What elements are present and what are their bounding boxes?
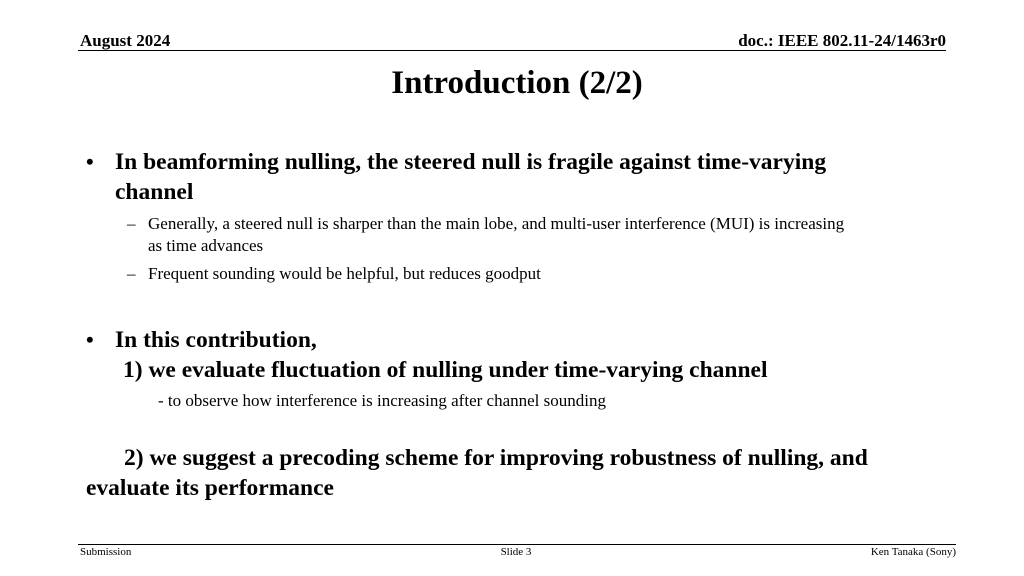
bullet-2-item-1: 1) we evaluate fluctuation of nulling under time-varying channel [123,357,768,383]
bullet-1-line-1: In beamforming nulling, the steered null is fragile against time-varying [115,149,827,175]
sub-bullet-2-line-1: Frequent sounding would be helpful, but reduces goodput [148,264,541,283]
sub-bullet-marker: – [127,264,136,283]
bullet-1-line-2: channel [115,179,194,205]
bullet-2-line-1: In this contribution, [115,327,317,353]
footer-divider [78,544,956,545]
footer-submission: Submission [80,546,132,558]
sub-bullet-marker: – [127,214,136,233]
bullet-marker: • [86,327,94,352]
footer-author: Ken Tanaka (Sony) [870,546,956,558]
bullet-marker: • [86,149,94,174]
bullet-2-item-2-line-2: evaluate its performance [86,475,334,501]
bullet-2-item-2-line-1: 2) we suggest a precoding scheme for improving robustness of nulling, and [124,445,868,471]
slide-title: Introduction (2/2) [391,65,643,101]
header-date: August 2024 [80,31,171,50]
bullet-2-item-1-note: - to observe how interference is increasing after channel sounding [158,391,606,410]
sub-bullet-1-line-1: Generally, a steered null is sharper than the main lobe, and multi-user interference (MUI) is increasing [148,214,845,233]
sub-bullet-1-line-2: as time advances [148,236,264,255]
footer-slide-number: Slide 3 [500,546,532,558]
header-doc-id: doc.: IEEE 802.11-24/1463r0 [738,31,946,50]
header-divider [78,50,946,51]
